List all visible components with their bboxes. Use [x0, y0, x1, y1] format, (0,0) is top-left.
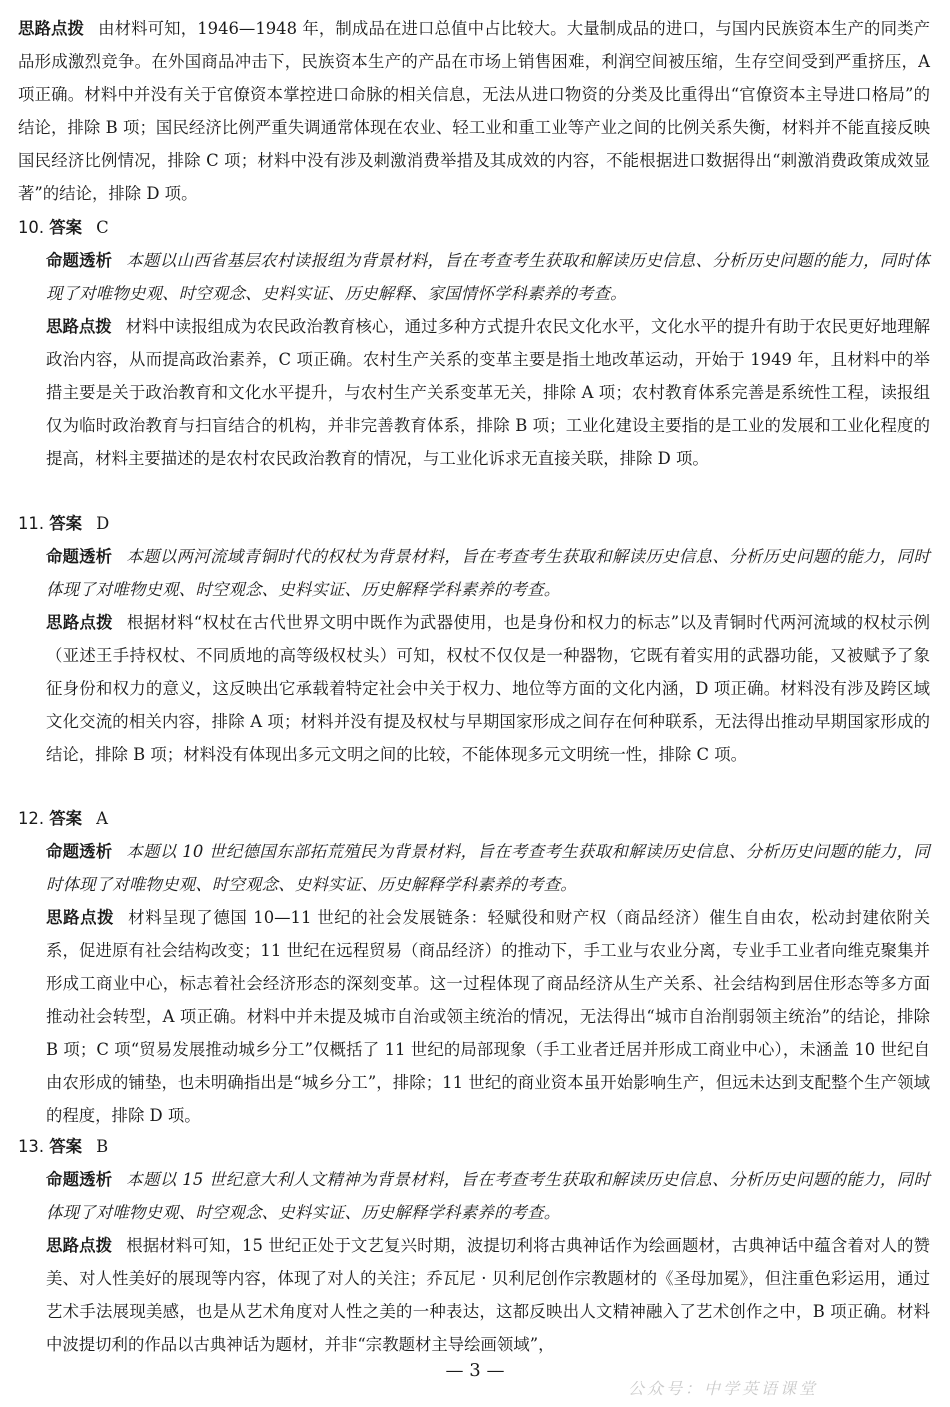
reasoning-label: 思路点拨	[46, 317, 112, 336]
q11-answer-line	[18, 507, 109, 540]
watermark: 公众号：中学英语课堂	[628, 1379, 819, 1398]
q13-number: 13.	[18, 1137, 45, 1156]
q11-answer: D	[96, 514, 110, 533]
q10-reasoning	[46, 310, 930, 475]
q11-reasoning-text: 根据材料“权杖在古代世界文明中既作为武器使用，也是身份和权力的标志”以及青铜时代两河流域的权杖示例（亚述王手持权杖、不同质地的高等级权杖头）可知，权杖不仅仅是一种器物，它既有着实用的武器功能，又被赋予了象征身份和权力的意义，这反映出它承载着特定社会中关于权力、地位等方面的文化内涵，D 项正确。材料没有涉及跨区域文化交流的相关内容，排除 A 项；材料并没有提及权杖与早期国家形成之间存在何种联系，无法得出推动早期国家形成的结论，排除 B 项；材料没有体现出多元文明之间的比较，不能体现多元文明统一性，排除 C 项。	[46, 613, 931, 764]
q13-reasoning	[46, 1229, 930, 1361]
q10-number: 10.	[18, 218, 45, 237]
q13-analysis-text: 本题以 15 世纪意大利人文精神为背景材料，旨在考查考生获取和解读历史信息、分析历史问题的能力，同时体现了对唯物史观、时空观念、史料实证、历史解释学科素养的考查。	[46, 1170, 931, 1222]
answer-label: 答案	[49, 514, 83, 533]
q12-answer-line	[18, 802, 108, 835]
q11-analysis-text: 本题以两河流域青铜时代的权杖为背景材料，旨在考查考生获取和解读历史信息、分析历史问题的能力，同时体现了对唯物史观、时空观念、史料实证、历史解释学科素养的考查。	[46, 547, 930, 599]
q10-analysis	[46, 244, 930, 310]
analysis-label: 命题透析	[46, 1170, 113, 1189]
reasoning-label: 思路点拨	[46, 613, 113, 632]
q12-reasoning	[46, 901, 930, 1132]
q12-analysis-text: 本题以 10 世纪德国东部拓荒殖民为背景材料，旨在考查考生获取和解读历史信息、分析历史问题的能力，同时体现了对唯物史观、时空观念、史料实证、历史解释学科素养的考查。	[46, 842, 931, 894]
answer-label: 答案	[49, 809, 83, 828]
analysis-label: 命题透析	[46, 842, 113, 861]
q10-reasoning-text: 材料中读报组成为农民政治教育核心，通过多种方式提升农民文化水平，文化水平的提升有助于农民更好地理解政治内容，从而提高政治素养，C 项正确。农村生产关系的变革主要是指土地改革运动，开始于 1949 年，且材料中的举措主要是关于政治教育和文化水平提升，与农村生产关系变革无关，排除 A 项；农村教育体系完善是系统性工程，读报组仅为临时政治教育与扫盲结合的机构，并非完善教育体系，排除 B 项；工业化建设主要指的是工业的发展和工业化程度的提高，材料主要描述的是农村农民政治教育的情况，与工业化诉求无直接关联，排除 D 项。	[46, 317, 931, 468]
q10-answer-line	[18, 211, 109, 244]
answer-label: 答案	[49, 218, 83, 237]
q13-analysis	[46, 1163, 930, 1229]
reasoning-label: 思路点拨	[46, 908, 115, 927]
q13-reasoning-text: 根据材料可知，15 世纪正处于文艺复兴时期，波提切利将古典神话作为绘画题材，古典神话中蕴含着对人的赞美、对人性美好的展现等内容，体现了对人的关注；乔瓦尼 · 贝利尼创作宗教题材的《圣母加冕》，但注重色彩运用，通过艺术手法展现美感，也是从艺术角度对人性之美的一种表达，这都反映出人文精神融入了艺术创作之中，B 项正确。材料中波提切利的作品以古典神话为题材，并非“宗教题材主导绘画领域”，	[46, 1236, 930, 1354]
q13-answer: B	[96, 1137, 109, 1156]
q11-number: 11.	[18, 514, 45, 533]
q12-number: 12.	[18, 809, 45, 828]
q9-reasoning	[18, 12, 930, 210]
q12-answer: A	[96, 809, 108, 828]
page-number: — 3 —	[445, 1360, 505, 1381]
q11-analysis	[46, 540, 930, 606]
analysis-label: 命题透析	[46, 547, 113, 566]
analysis-label: 命题透析	[46, 251, 113, 270]
q11-reasoning	[46, 606, 930, 771]
q12-reasoning-text: 材料呈现了德国 10—11 世纪的社会发展链条：轻赋役和财产权（商品经济）催生自由农，松动封建依附关系，促进原有社会结构改变；11 世纪在远程贸易（商品经济）的推动下，手工业与农业分离，专业手工业者向维克聚集并形成工商业中心，标志着社会经济形态的深刻变革。这一过程体现了商品经济从生产关系、社会结构到居住形态等多方面推动社会转型，A 项正确。材料中并未提及城市自治或领主统治的情况，无法得出“城市自治削弱领主统治”的结论，排除 B 项；C 项“贸易发展推动城乡分工”仅概括了 11 世纪的局部现象（手工业者迁居并形成工商业中心），未涵盖 10 世纪自由农形成的铺垫，也未明确指出是“城乡分工”，排除；11 世纪的商业资本虽开始影响生产，但远未达到支配整个生产领域的程度，排除 D 项。	[46, 908, 930, 1125]
q9-reasoning-text: 由材料可知，1946—1948 年，制成品在进口总值中占比较大。大量制成品的进口，与国内民族资本生产的同类产品形成激烈竞争。在外国商品冲击下，民族资本生产的产品在市场上销售困难，利润空间被压缩，生存空间受到严重挤压，A 项正确。材料中并没有关于官僚资本掌控进口命脉的相关信息，无法从进口物资的分类及比重得出“官僚资本主导进口格局”的结论，排除 B 项；国民经济比例严重失调通常体现在农业、轻工业和重工业等产业之间的比例关系失衡，材料并不能直接反映国民经济比例情况，排除 C 项；材料中没有涉及刺激消费举措及其成效的内容，不能根据进口数据得出“刺激消费政策成效显著”的结论，排除 D 项。	[18, 19, 931, 203]
q12-analysis	[46, 835, 930, 901]
reasoning-label: 思路点拨	[46, 1236, 113, 1255]
q13-answer-line	[18, 1130, 108, 1163]
reasoning-label: 思路点拨	[18, 19, 85, 38]
q10-analysis-text: 本题以山西省基层农村读报组为背景材料，旨在考查考生获取和解读历史信息、分析历史问题的能力，同时体现了对唯物史观、时空观念、史料实证、历史解释、家国情怀学科素养的考查。	[46, 251, 930, 303]
answer-label: 答案	[49, 1137, 83, 1156]
q10-answer: C	[96, 218, 109, 237]
